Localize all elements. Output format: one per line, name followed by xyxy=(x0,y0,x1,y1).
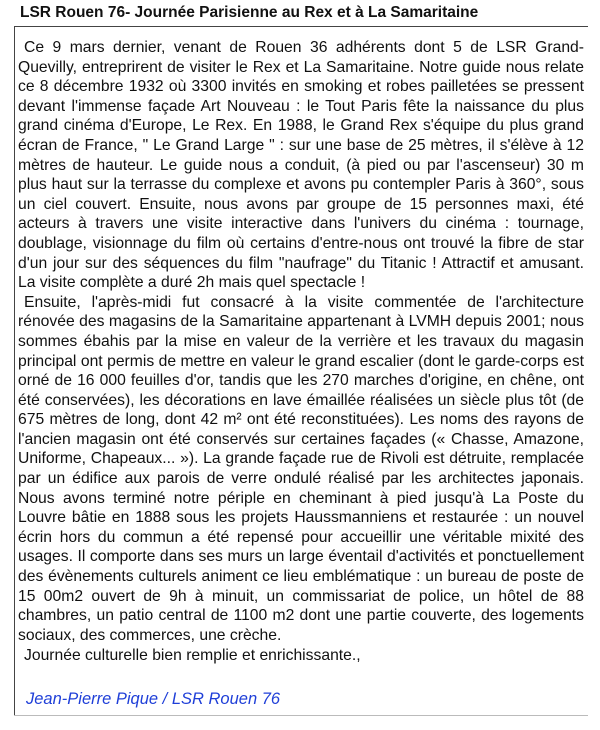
paragraph-closing: Journée culturelle bien remplie et enrichissante., xyxy=(24,647,361,665)
article-title: LSR Rouen 76- Journée Parisienne au Rex et à La Samaritaine xyxy=(20,4,479,21)
frame-left-border xyxy=(14,26,15,716)
frame-bottom-border xyxy=(14,715,588,716)
frame-top-border xyxy=(14,26,588,27)
author-signature: Jean-Pierre Pique / LSR Rouen 76 xyxy=(26,690,281,708)
paragraph-rex-visit: Ce 9 mars dernier, venant de Rouen 36 adhérents dont 5 de LSR Grand-Quevilly, entreprirent de visiter le Rex et La Samaritaine. Notre guide nous relate ce 8 décembre 1932 où 3300 invités en smoking et robes pailletées se pressent devant l'immense façade Art Nouveau : le Tout Paris fête la naissance du plus grand cinéma d'Europe, Le Rex. En 1988, le Grand Rex s'équipe du plus grand écran de France, " Le Grand Large " : sur une base de 25 mètres, il s'élève à 12 mètres de hauteur. Le guide nous a conduit, (à pied ou par l'ascenseur) 30 m plus haut sur la terrasse du complexe et avons pu contempler Paris à 360°, sous un ciel couvert. Ensuite, nous avons par groupe de 15 personnes maxi, été acteurs à travers une visite interactive dans l'univers du cinéma : tournage, doublage, visionnage du film où certains d'entre-nous ont trouvé la fibre de star d'un jour sur des séquences du film "naufrage" du Titanic ! Attractif et amusant. La visite complète a duré 2h mais quel spectacle ! xyxy=(18,39,584,292)
paragraph-samaritaine-visit: Ensuite, l'après-midi fut consacré à la visite commentée de l'architecture rénovée des magasins de la Samaritaine appartenant à LVMH depuis 2001; nous sommes ébahis par la mise en valeur de la verrière et les travaux du magasin principal ont permis de mettre en valeur le grand escalier (dont le garde-corps est orné de 16 000 feuilles d'or, tandis que les 270 marches d'origine, en chêne, ont été conservées), les décorations en lave émaillée réalisées un siècle plus tôt (de 675 mètres de long, dont 42 m² ont été reconstituées). Les noms des rayons de l'ancien magasin ont été conservés sur certaines façades (« Chasse, Amazone, Uniforme, Chapeaux... »). La grande façade rue de Rivoli est détruite, remplacée par un édifice aux parois de verre ondulé réalisé par les architectes japonais. Nous avons terminé notre périple en cheminant à pied jusqu'à La Poste du Louvre bâtie en 1888 sous les projets Haussmanniens et restaurée : un nouvel écrin hors du commun a été repensé pour accueillir une véritable mixité des usages. Il comporte dans ses murs un large éventail d'activités et ponctuellement des évènements culturels animent ce lieu emblématique : un bureau de poste de 15 00m2 ouvert de 9h à minuit, un commissariat de police, un hôtel de 88 chambres, un patio central de 1100 m2 dont une partie couverte, des logements sociaux, des commerces, une crèche. xyxy=(18,293,584,644)
article-body xyxy=(18,38,584,666)
